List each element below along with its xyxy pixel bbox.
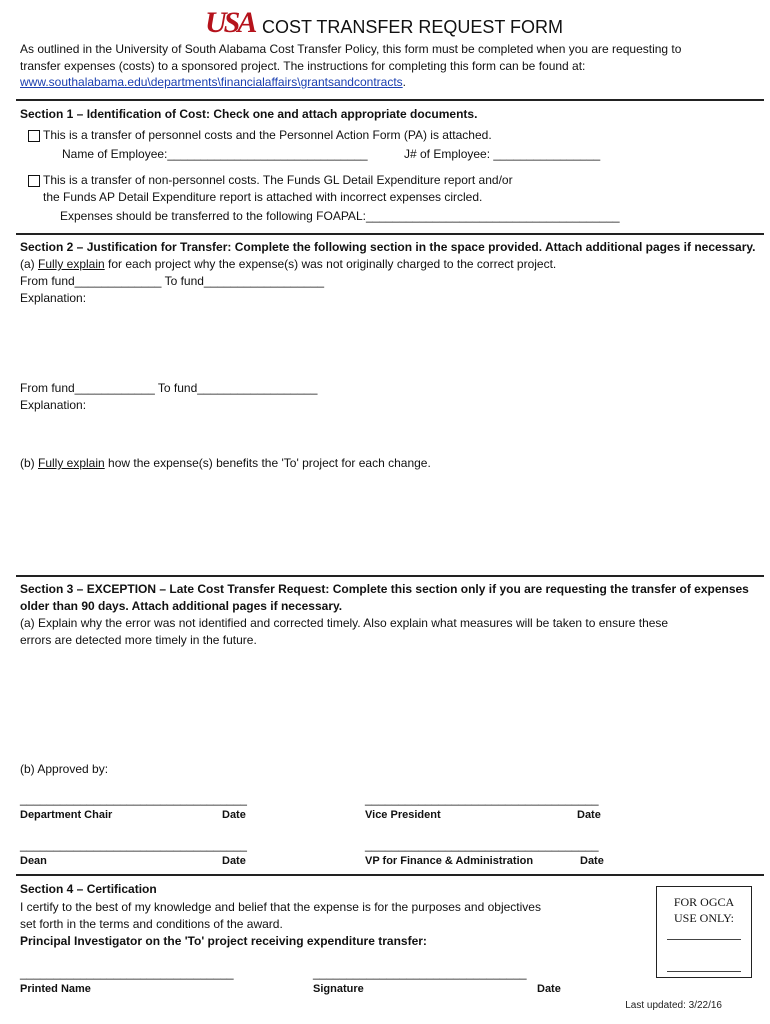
section-divider [16,99,764,101]
section2-a-text: for each project why the expense(s) was not originally charged to the correct project. [104,257,557,271]
pi-signature-line[interactable]: ________________________________ [313,966,527,980]
section2-b-prompt [20,456,431,470]
section2-a-prefix: (a) [20,257,38,271]
intro-line-1: As outlined in the University of South Alabama Cost Transfer Policy, this form must be completed when you are requesting to [20,42,682,56]
certification-line-1: I certify to the best of my knowledge and belief that the expense is for the purposes and objectives [20,900,541,914]
ogca-label-2: USE ONLY: [673,911,735,925]
approved-by-label: (b) Approved by: [20,762,109,776]
ogca-entry-line-1[interactable] [667,939,741,940]
non-personnel-label-1: This is a transfer of non-personnel costs. The Funds GL Detail Expenditure report and/or [43,173,513,187]
dept-chair-signature-line[interactable]: __________________________________ [20,792,247,806]
non-personnel-costs-checkbox[interactable] [28,175,40,187]
section3-heading-1: Section 3 – EXCEPTION – Late Cost Transfer Request: Complete this section only if you are requesting the transfer of expenses [20,582,749,596]
ogca-label-1: FOR OGCA [673,895,735,909]
printed-name-line[interactable]: ________________________________ [20,966,234,980]
section-divider [16,233,764,235]
fund-transfer-2-field[interactable]: From fund____________ To fund__________________ [20,381,318,395]
employee-name-field[interactable]: Name of Employee:______________________________ [62,147,368,161]
explanation-2-label: Explanation: [20,398,87,412]
personnel-costs-label: This is a transfer of personnel costs and the Personnel Action Form (PA) is attached. [43,128,492,142]
vp-finance-date-label: Date [580,855,604,867]
section-divider [16,874,764,876]
signature-label: Signature [313,983,364,995]
ogca-entry-line-2[interactable] [667,971,741,972]
pi-date-label: Date [537,983,561,995]
explanation-1-label: Explanation: [20,291,87,305]
pi-label: Principal Investigator on the 'To' project receiving expenditure transfer: [20,934,427,948]
section1-heading: Section 1 – Identification of Cost: Check one and attach appropriate documents. [20,107,478,121]
section3-a-line-2: errors are detected more timely in the future. [20,633,257,647]
grants-contracts-link[interactable]: www.southalabama.edu\departments\financialaffairs\grantsandcontracts [20,75,403,89]
usa-logo: USA [205,6,255,39]
last-updated: Last updated: 3/22/16 [625,1000,722,1011]
vp-date-label: Date [577,809,601,821]
section3-a-line-1: (a) Explain why the error was not identified and corrected timely. Also explain what measures will be taken to ensure these [20,616,669,630]
foapal-field[interactable]: Expenses should be transferred to the following FOAPAL:______________________________________ [60,209,620,223]
vp-label: Vice President [365,809,441,821]
section2-a-prompt [20,257,556,271]
section2-heading: Section 2 – Justification for Transfer: Complete the following section in the space provided. Attach additional pages if necessary. [20,240,756,254]
dept-chair-label: Department Chair [20,809,113,821]
intro-link-period: . [402,75,407,89]
intro-line-2: transfer expenses (costs) to a sponsored project. The instructions for completing this form can be found at: [20,59,586,73]
form-title: COST TRANSFER REQUEST FORM [262,17,564,37]
section3-heading-2: older than 90 days. Attach additional pages if necessary. [20,599,343,613]
dept-chair-date-label: Date [222,809,246,821]
ogca-use-only-box [656,886,752,978]
section-divider [16,575,764,577]
certification-line-2: set forth in the terms and conditions of the award. [20,917,283,931]
dean-signature-line[interactable]: __________________________________ [20,838,247,852]
section2-b-text: how the expense(s) benefits the 'To' project for each change. [104,456,431,470]
fund-transfer-1-field[interactable]: From fund_____________ To fund__________________ [20,274,325,288]
section2-b-prefix: (b) [20,456,38,470]
printed-name-label: Printed Name [20,983,91,995]
non-personnel-label-2: the Funds AP Detail Expenditure report is attached with incorrect expenses circled. [43,190,483,204]
vp-finance-signature-line[interactable]: ___________________________________ [365,838,599,852]
employee-id-field[interactable]: J# of Employee: ________________ [404,147,601,161]
dean-date-label: Date [222,855,246,867]
section2-b-emphasis: Fully explain [38,456,105,470]
section2-a-emphasis: Fully explain [38,257,105,271]
vp-signature-line[interactable]: ___________________________________ [365,792,599,806]
intro-line-3 [20,75,406,89]
dean-label: Dean [20,855,47,867]
vp-finance-label: VP for Finance & Administration [365,855,534,867]
personnel-costs-checkbox[interactable] [28,130,40,142]
section4-heading: Section 4 – Certification [20,882,157,896]
